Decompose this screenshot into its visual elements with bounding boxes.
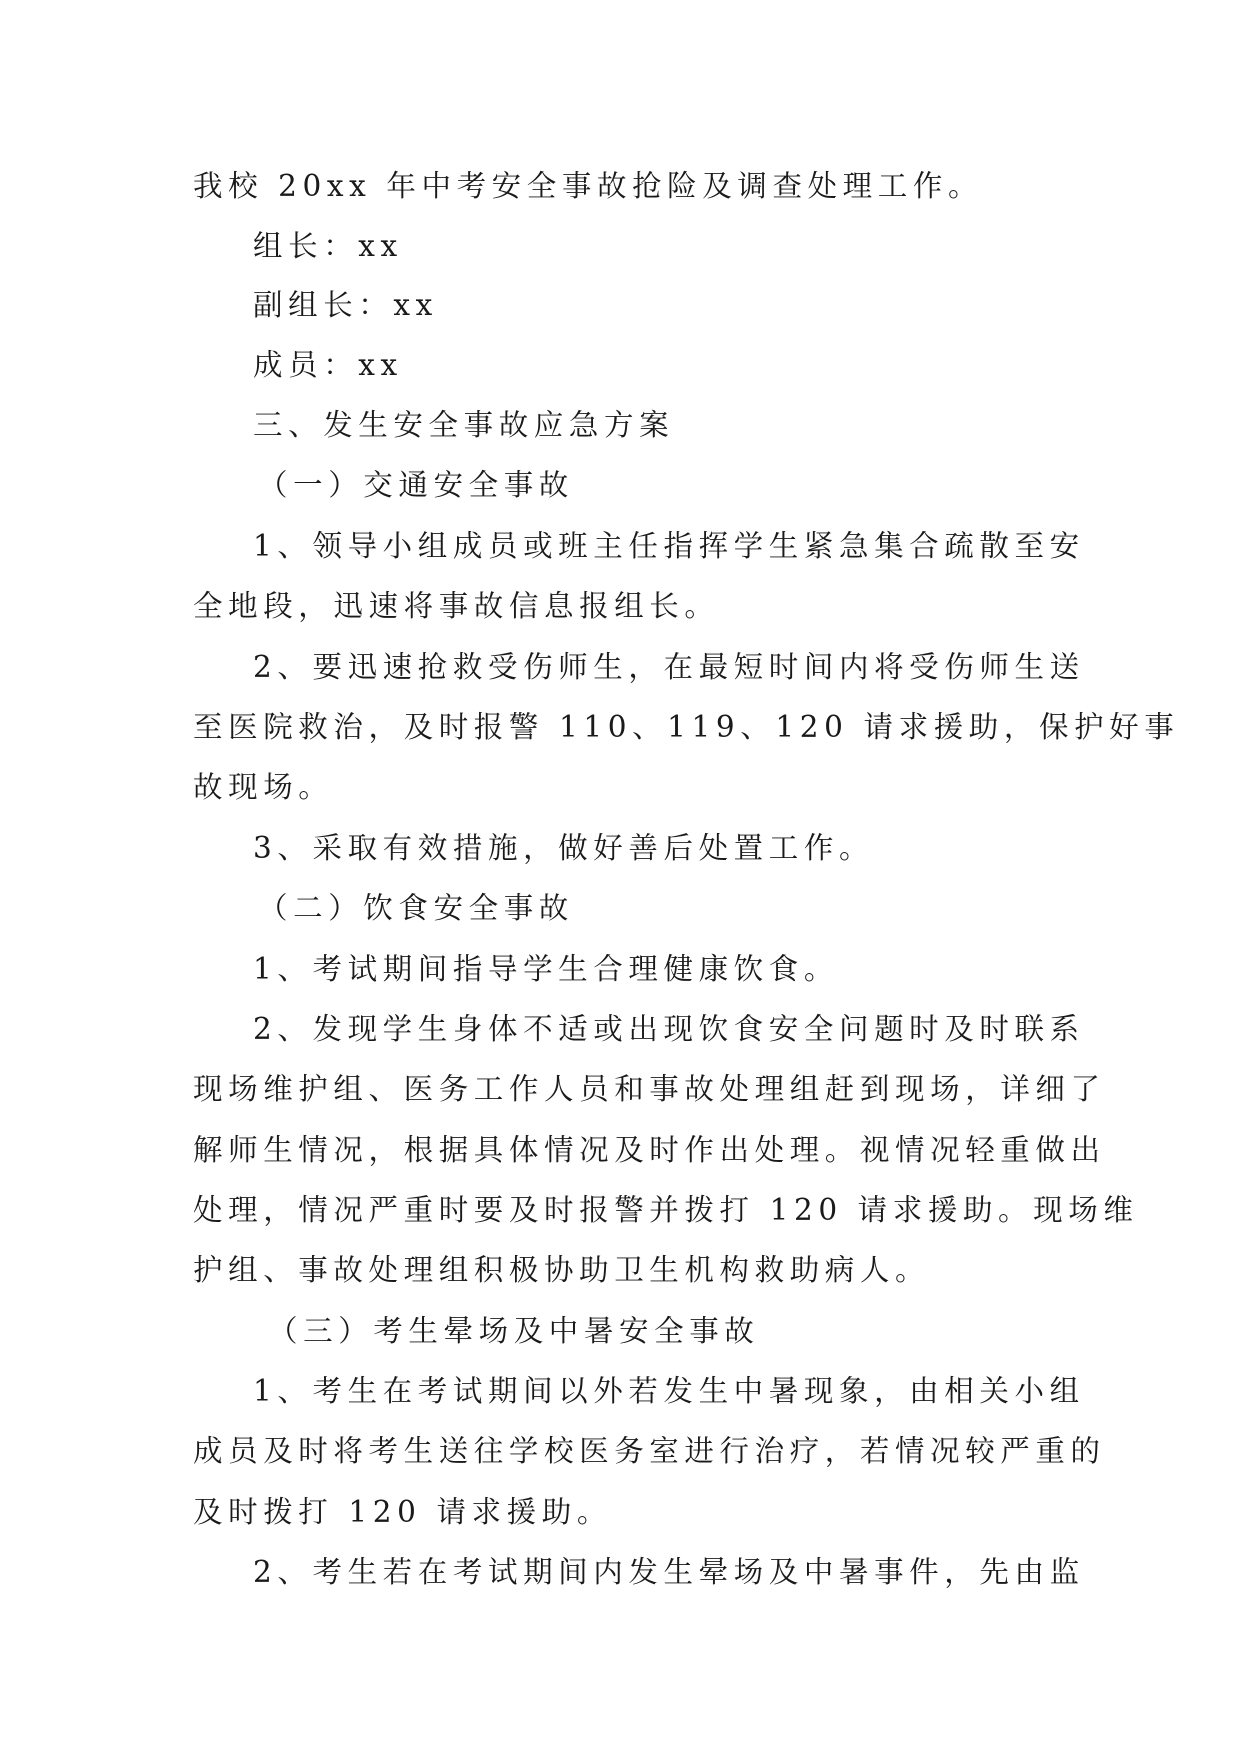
group-leader-line: 组长：xx	[253, 229, 403, 263]
subsection-heading-heatstroke: （三）考生晕场及中暑安全事故	[268, 1314, 760, 1348]
paragraph-line: 2、考生若在考试期间内发生晕场及中暑事件，先由监	[253, 1555, 1085, 1589]
subsection-heading-traffic: （一）交通安全事故	[258, 468, 574, 502]
paragraph-continuation-line: 我校 20xx 年中考安全事故抢险及调查处理工作。	[193, 169, 984, 203]
paragraph-line: 1、考生在考试期间以外若发生中暑现象，由相关小组	[253, 1374, 1085, 1408]
paragraph-line: 1、领导小组成员或班主任指挥学生紧急集合疏散至安	[253, 529, 1085, 563]
paragraph-line: 故现场。	[193, 770, 334, 804]
paragraph-line: 1、考试期间指导学生合理健康饮食。	[253, 952, 839, 986]
section-heading-3: 三、发生安全事故应急方案	[253, 408, 675, 442]
paragraph-line: 护组、事故处理组积极协助卫生机构救助病人。	[193, 1253, 931, 1287]
paragraph-line: 解师生情况，根据具体情况及时作出处理。视情况轻重做出	[193, 1133, 1106, 1167]
subsection-heading-food: （二）饮食安全事故	[258, 891, 574, 925]
deputy-leader-line: 副组长：xx	[253, 288, 438, 322]
paragraph-line: 现场维护组、医务工作人员和事故处理组赶到现场，详细了	[193, 1072, 1106, 1106]
members-line: 成员：xx	[253, 348, 403, 382]
paragraph-line: 处理，情况严重时要及时报警并拨打 120 请求援助。现场维	[193, 1193, 1139, 1227]
paragraph-line: 成员及时将考生送往学校医务室进行治疗，若情况较严重的	[193, 1434, 1106, 1468]
paragraph-line: 全地段，迅速将事故信息报组长。	[193, 589, 720, 623]
paragraph-line: 2、要迅速抢救受伤师生，在最短时间内将受伤师生送	[253, 650, 1085, 684]
paragraph-line: 3、采取有效措施，做好善后处置工作。	[253, 831, 875, 865]
paragraph-line: 2、发现学生身体不适或出现饮食安全问题时及时联系	[253, 1012, 1085, 1046]
paragraph-line: 及时拨打 120 请求援助。	[193, 1495, 612, 1529]
paragraph-line: 至医院救治，及时报警 110、119、120 请求援助，保护好事	[193, 710, 1180, 744]
